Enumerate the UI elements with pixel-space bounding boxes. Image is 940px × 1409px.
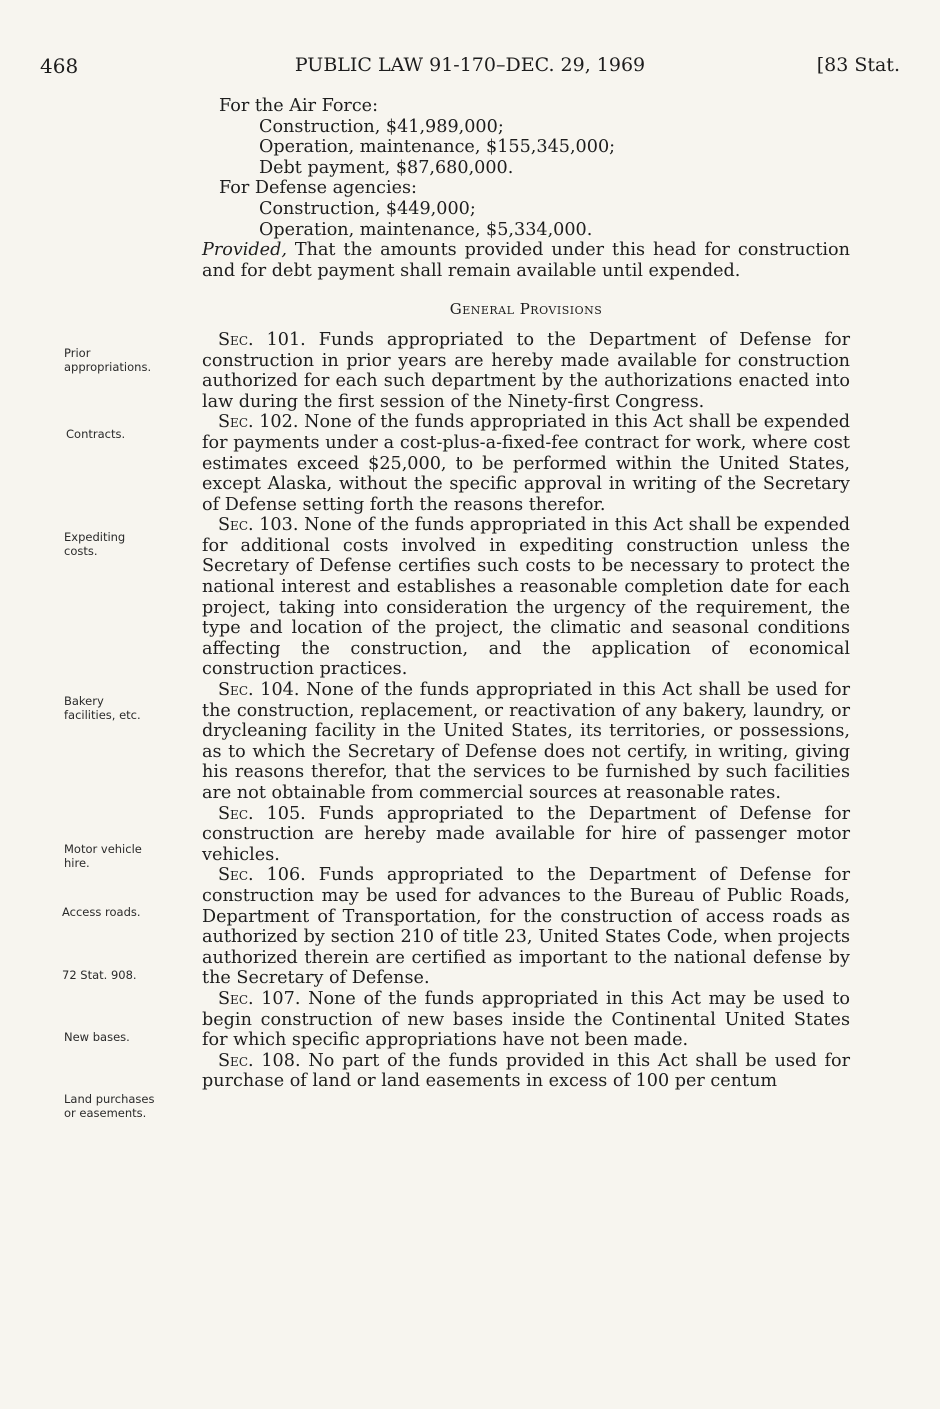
running-title: PUBLIC LAW 91-170–DEC. 29, 1969 xyxy=(294,54,646,76)
section-107 xyxy=(202,989,850,1051)
section-text: No part of the funds provided in this Act shall be used for purchase of land or land easements in excess of 100 per centum xyxy=(202,1050,850,1092)
marginal-note-access-roads: Access roads. xyxy=(62,905,141,919)
marginal-note-stat-reference: 72 Stat. 908. xyxy=(62,968,137,982)
air-force-heading: For the Air Force: xyxy=(219,96,379,116)
defense-agencies-operation: Operation, maintenance, $5,334,000. xyxy=(259,219,593,240)
defense-agencies-heading: For Defense agencies: xyxy=(219,178,417,199)
section-text: Funds appropriated to the Department of Defense for construction in prior years are hereby made available for construction authorized for each such department by the authorizations enacted into law during the first session of the Ninety-first Congress. xyxy=(202,329,850,412)
section-text: None of the funds appropriated in this Act shall be expended for additional costs involved in expediting construction unless the Secretary of Defense certifies such costs to be necessary to protect the national interest and establishes a reasonable completion date for each project, taking into consideration the urgency of the requirement, the type and location of the project, the climatic and seasonal conditions affecting the construction, and the application of economical construction practices. xyxy=(202,515,850,680)
page-header xyxy=(40,54,900,84)
section-label: Sec. 103. xyxy=(218,515,299,536)
section-label: Sec. 106. xyxy=(218,865,306,886)
marginal-note-prior-appropriations: Prior appropriations. xyxy=(64,346,152,374)
defense-agencies-construction: Construction, $449,000; xyxy=(259,198,476,219)
proviso-text: That the amounts provided under this head for construction and for debt payment shall remain available until expended. xyxy=(202,240,850,281)
section-text: None of the funds appropriated in this Act may be used to begin construction of new bases inside the Continental United States for which specific appropriations have not been made. xyxy=(202,988,850,1051)
page-number: 468 xyxy=(40,54,79,78)
section-102 xyxy=(202,412,850,515)
section-text: Funds appropriated to the Department of Defense for construction are hereby made available for hire of passenger motor vehicles. xyxy=(202,803,850,865)
proviso-italic: Provided, xyxy=(202,240,287,261)
section-label: Sec. 107. xyxy=(218,988,301,1009)
general-provisions-heading: General Provisions xyxy=(449,300,603,319)
section-label: Sec. 104. xyxy=(218,680,300,701)
section-label: Sec. 101. xyxy=(218,329,306,350)
section-label: Sec. 102. xyxy=(218,412,299,433)
marginal-note-new-bases: New bases. xyxy=(64,1030,130,1044)
section-text: Funds appropriated to the Department of Defense for construction may be used for advances to the Bureau of Public Roads, Department of Transportation, for the construction of access roads as authorized by section 210 of title 23, United States Code, when projects authorized therein are certified as important to the national defense by the Secretary of Defense. xyxy=(202,865,850,989)
air-force-operation: Operation, maintenance, $155,345,000; xyxy=(259,137,616,158)
section-103 xyxy=(202,515,850,680)
section-label: Sec. 105. xyxy=(218,803,306,824)
marginal-note-expediting-costs: Expediting costs. xyxy=(64,530,126,558)
section-108 xyxy=(202,1051,850,1092)
section-104 xyxy=(202,680,850,804)
section-text: None of the funds appropriated in this Act shall be used for the construction, replacement, or reactivation of any bakery, laundry, or drycleaning facility in the United States, its territories, or possessions, as to which the Secretary of Defense does not certify, in writing, giving his reasons therefor, that the services to be furnished by such facilities are not obtainable from commercial sources at reasonable rates. xyxy=(202,680,850,803)
marginal-note-contracts: Contracts. xyxy=(66,427,126,441)
marginal-note-motor-vehicle-hire: Motor vehicle hire. xyxy=(64,842,142,870)
proviso-paragraph xyxy=(202,240,850,281)
section-text: None of the funds appropriated in this Act shall be expended for payments under a cost-plus-a-fixed-fee contract for work, where cost estimates exceed $25,000, to be performed within the United States, except Alaska, without the specific approval in writing of the Secretary of Defense setting forth the reasons therefor. xyxy=(202,412,850,515)
air-force-construction: Construction, $41,989,000; xyxy=(259,116,504,137)
statute-reference: [83 Stat. xyxy=(816,54,900,76)
marginal-note-bakery-facilities: Bakery facilities, etc. xyxy=(64,694,141,722)
document-body xyxy=(202,96,850,1092)
marginal-note-land-purchases: Land purchases or easements. xyxy=(64,1092,155,1120)
section-101 xyxy=(202,330,850,412)
section-106 xyxy=(202,865,850,989)
section-105 xyxy=(202,804,850,866)
air-force-debt: Debt payment, $87,680,000. xyxy=(259,157,514,178)
section-label: Sec. 108. xyxy=(218,1050,301,1071)
